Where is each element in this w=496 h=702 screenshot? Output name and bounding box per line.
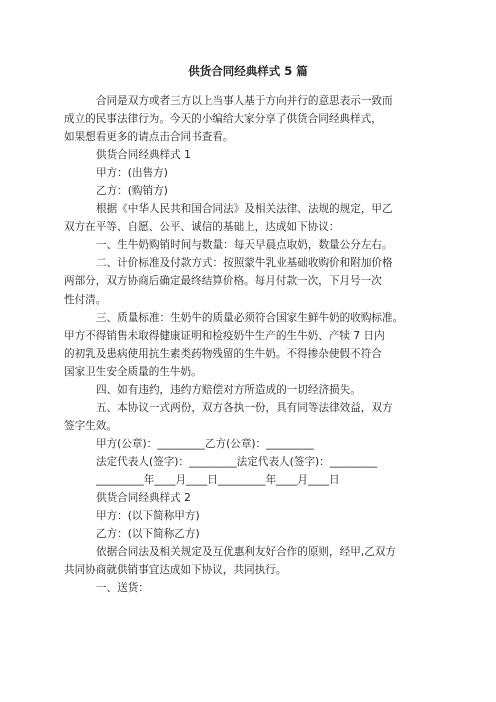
body-text-line: 两部分，双方协商后确定最终结算价格。每月付款一次，下月号一次 [64,275,382,288]
body-text-line: 的初乳及患病使用抗生素类药物残留的生牛奶。不得掺杂使假不符合 [64,347,382,360]
body-text-line: 法定代表人(签字)：_________法定代表人(签字)：_________ [96,455,378,468]
body-text-line: 根据《中华人民共和国合同法》及相关法律、法规的规定，甲乙 [96,203,393,216]
body-text-line: 性付清。 [64,293,107,306]
body-text-line: 共同协商就供销事宜达成如下协议，共同执行。 [64,564,287,577]
body-text-line: 三、质量标准：生奶牛的质量必须符合国家生鲜牛奶的收购标准。 [96,311,404,324]
body-text-line: 五、本协议一式两份，双方各执一份，具有同等法律效益，双方 [96,401,393,414]
body-text-line: 甲方：(出售方) [96,167,168,180]
body-text-line: 一、送货： [96,582,149,595]
body-text-line: 甲方不得销售未取得健康证明和检疫奶牛生产的生牛奶、产犊 7 日内 [64,329,385,342]
body-text-line: 四、如有违约，违约方赔偿对方所造成的一切经济损失。 [96,383,361,396]
body-text-line: 甲方(公章)：_________乙方(公章)：_________ [96,437,314,450]
body-text-line: 甲方：(以下简称甲方) [96,510,200,523]
document-body [64,92,436,597]
body-text-line: 合同是双方或者三方以上当事人基于方向并行的意思表示一致而 [96,95,393,107]
body-text-line: 供货合同经典样式 1 [96,149,191,162]
document-title: 供货合同经典样式 5 篇 [188,64,308,78]
body-text-line: 如果想看更多的请点击合同书查看。 [64,131,234,144]
body-text-line: 依据合同法及相关规定及互优惠利友好合作的原则，经甲,乙双方 [96,546,396,559]
body-text-line: 供货合同经典样式 2 [96,492,191,505]
body-text-line: _________年____月____日_________年____月____日 [96,473,340,486]
body-text-line: 签字生效。 [64,419,117,432]
body-text-line: 乙方：(购销方) [96,185,168,198]
body-text-line: 二、计价标准及付款方式：按照蒙牛乳业基础收购价和附加价格 [96,257,393,270]
body-text-line: 国家卫生安全质量的生牛奶。 [64,365,202,378]
body-text-line: 双方在平等、自愿、公平、诚信的基础上，达成如下协议： [64,221,340,234]
body-text-line: 乙方：(以下简称乙方) [96,528,200,541]
body-text-line: 成立的民事法律行为。今天的小编给大家分享了供货合同经典样式， [64,113,382,126]
body-text-line: 一、生牛奶购销时间与数量：每天早晨点取奶，数量公分左右。 [96,239,393,252]
